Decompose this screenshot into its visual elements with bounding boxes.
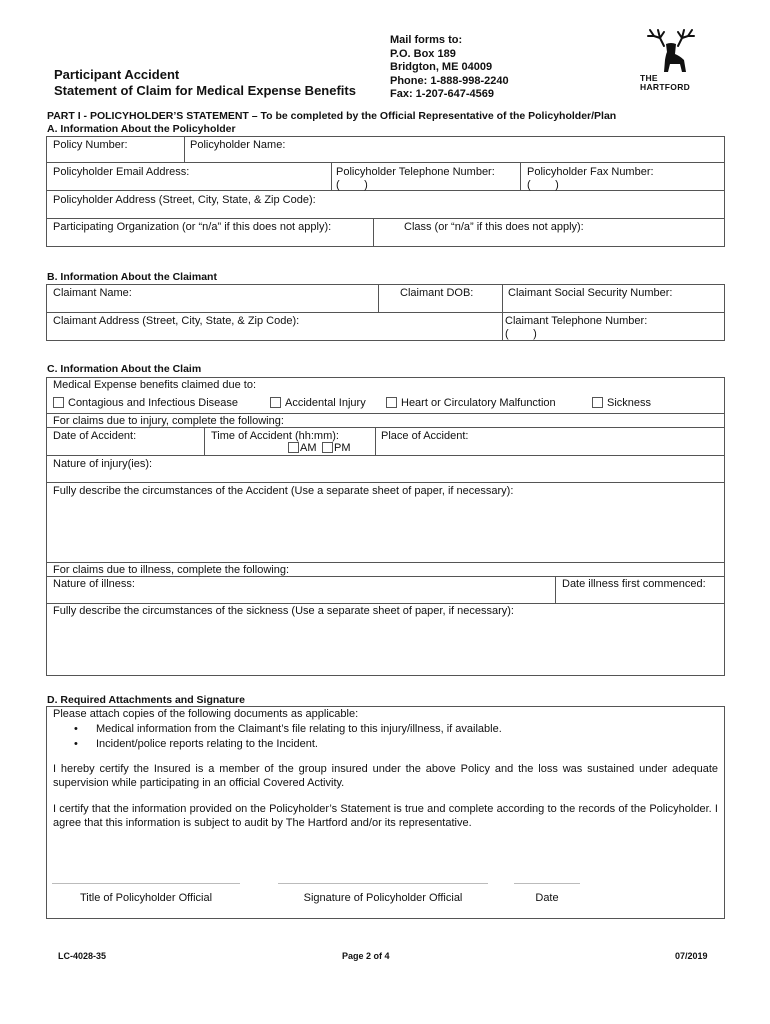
time-of-accident-field[interactable]: Time of Accident (hh:mm): — [211, 430, 339, 442]
policyholder-fax-blank: ( ) — [527, 179, 559, 191]
policyholder-address-field[interactable]: Policyholder Address (Street, City, State, & Zip Code): — [53, 194, 316, 206]
mail-line: Phone: 1-888-998-2240 — [390, 74, 509, 87]
option-label: Sickness — [607, 397, 652, 409]
list-item: • Incident/police reports relating to the Incident. — [44, 737, 704, 752]
mail-line: P.O. Box 189 — [390, 47, 456, 60]
option-label: Contagious and Infectious Disease — [68, 397, 238, 409]
claimant-name-field[interactable]: Claimant Name: — [53, 287, 132, 299]
nature-of-illness-field[interactable]: Nature of illness: — [53, 578, 135, 590]
class-field[interactable]: Class (or “n/a” if this does not apply): — [404, 221, 584, 233]
option-label: Accidental Injury — [285, 397, 366, 409]
date-label: Date — [535, 892, 559, 904]
certification-2: I certify that the information provided on the Policyholder’s Statement is true and complete according to the records of the Policyholder. I agree that this information is subject to audit by The Hartford and/or its representative. — [53, 803, 718, 829]
part1-heading: PART I - POLICYHOLDER’S STATEMENT – To be completed by the Official Representative of the Policyholder/Plan — [47, 110, 617, 122]
logo-text-line2: HARTFORD — [640, 82, 691, 92]
logo-text-line1: THE — [640, 73, 658, 83]
policyholder-email-field[interactable]: Policyholder Email Address: — [53, 166, 190, 178]
section-b-title: B. Information About the Claimant — [47, 271, 217, 283]
list-item: • Medical information from the Claimant’s file relating to this injury/illness, if available. — [44, 722, 704, 737]
checkbox[interactable] — [592, 397, 603, 408]
form-date: 07/2019 — [675, 951, 708, 961]
claim-due-to-label: Medical Expense benefits claimed due to: — [53, 379, 257, 391]
form-title-line1: Participant Accident — [54, 67, 180, 82]
attachment-list — [44, 722, 704, 752]
option-sickness[interactable] — [592, 397, 651, 409]
stag-icon — [640, 26, 702, 76]
policyholder-telephone-field[interactable]: Policyholder Telephone Number: — [336, 166, 495, 178]
form-id: LC-4028-35 — [58, 951, 107, 961]
injury-heading: For claims due to injury, complete the following: — [53, 415, 284, 427]
hartford-logo — [640, 26, 702, 96]
am-option[interactable] — [288, 442, 317, 454]
claimant-dob-field[interactable]: Claimant DOB: — [400, 287, 474, 299]
option-contagious[interactable] — [53, 397, 238, 409]
option-heart-circulatory[interactable] — [386, 397, 556, 409]
checkbox[interactable] — [53, 397, 64, 408]
title-signature-line[interactable] — [52, 883, 240, 884]
policyholder-fax-field[interactable]: Policyholder Fax Number: — [527, 166, 654, 178]
form-title — [54, 67, 356, 99]
mail-address-block — [390, 34, 509, 102]
pm-option[interactable] — [322, 442, 351, 454]
describe-sickness-field[interactable]: Fully describe the circumstances of the sickness (Use a separate sheet of paper, if necessary): — [53, 605, 514, 617]
form-title-line2: Statement of Claim for Medical Expense Benefits — [54, 83, 356, 98]
logo-text — [640, 74, 690, 92]
policyholder-telephone-blank: ( ) — [336, 179, 368, 191]
claimant-ssn-field[interactable]: Claimant Social Security Number: — [508, 287, 673, 299]
claimant-address-field[interactable]: Claimant Address (Street, City, State, & Zip Code): — [53, 315, 300, 327]
participating-organization-field[interactable]: Participating Organization (or “n/a” if this does not apply): — [53, 221, 332, 233]
mail-line: Fax: 1-207-647-4569 — [390, 88, 494, 100]
checkbox[interactable] — [288, 442, 299, 453]
illness-heading: For claims due to illness, complete the following: — [53, 564, 289, 576]
signature-line[interactable] — [278, 883, 488, 884]
am-label: AM — [300, 442, 317, 454]
date-illness-commenced-field[interactable]: Date illness first commenced: — [562, 578, 706, 590]
checkbox[interactable] — [322, 442, 333, 453]
pm-label: PM — [334, 442, 351, 454]
claimant-telephone-field[interactable]: Claimant Telephone Number: — [505, 315, 648, 327]
section-d-title: D. Required Attachments and Signature — [47, 694, 245, 706]
checkbox[interactable] — [270, 397, 281, 408]
claimant-telephone-blank: ( ) — [505, 328, 537, 340]
option-accidental-injury[interactable] — [270, 397, 366, 409]
signature-of-official-label: Signature of Policyholder Official — [303, 892, 463, 904]
policy-number-field[interactable]: Policy Number: — [53, 139, 128, 151]
date-of-accident-field[interactable]: Date of Accident: — [53, 430, 137, 442]
page-number: Page 2 of 4 — [342, 951, 390, 961]
certification-1: I hereby certify the Insured is a member of the group insured under the above Policy and the loss was sustained under adequate supervision while participating in an official Covered Activity. — [53, 763, 718, 789]
mail-line: Bridgton, ME 04009 — [390, 61, 493, 73]
section-c-title: C. Information About the Claim — [47, 363, 202, 375]
nature-of-injury-field[interactable]: Nature of injury(ies): — [53, 458, 153, 470]
attach-intro: Please attach copies of the following documents as applicable: — [53, 708, 359, 720]
option-label: Heart or Circulatory Malfunction — [401, 397, 556, 409]
policyholder-name-field[interactable]: Policyholder Name: — [190, 139, 286, 151]
date-signature-line[interactable] — [514, 883, 580, 884]
describe-accident-field[interactable]: Fully describe the circumstances of the Accident (Use a separate sheet of paper, if necessary): — [53, 485, 514, 497]
place-of-accident-field[interactable]: Place of Accident: — [381, 430, 469, 442]
title-of-official-label: Title of Policyholder Official — [79, 892, 213, 904]
section-a-title: A. Information About the Policyholder — [47, 123, 236, 135]
mail-line: Mail forms to: — [390, 34, 463, 46]
checkbox[interactable] — [386, 397, 397, 408]
